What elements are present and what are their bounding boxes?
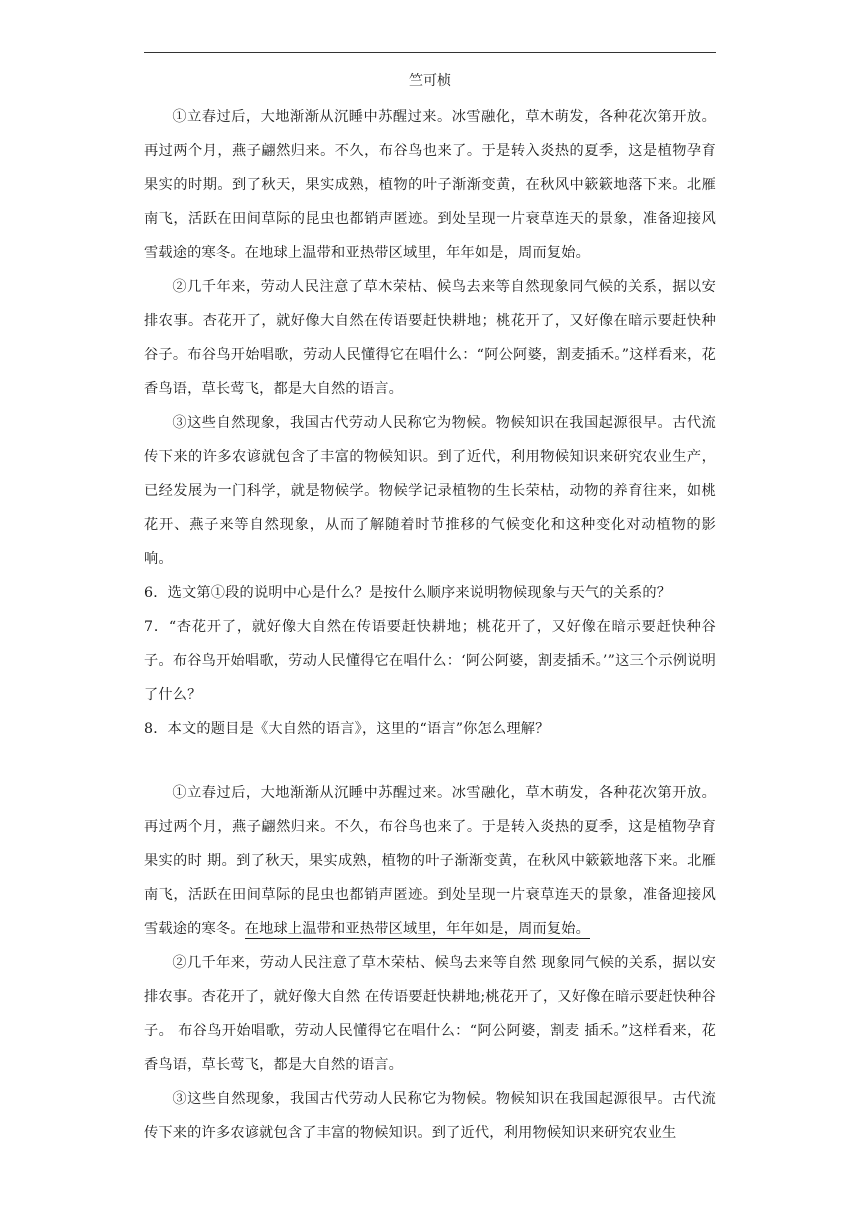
question-8: 8．本文的题目是《大自然的语言》，这里的“语言”你怎么理解？ [144,721,550,737]
header-rule [144,52,716,53]
repeat-paragraph-1-text: ①立春过后，大地渐渐从沉睡中苏醒过来。冰雪融化，草木萌发，各种花次第开放。再过两个月，燕子翩然归来。不久，布谷鸟也来了。于是转入炎热的夏季，这是植物孕育果实的时 期。到了秋天，果实成熟，植物的叶子渐渐变黄，在秋风中簌簌地落下来。北雁南飞，活跃在田间草际的昆虫也都销声匿迹。到处呈现一片衰草连天的景象，准备迎接风雪载途的寒冬。 [144,785,716,937]
question-6: 6．选文第①段的说明中心是什么？是按什么顺序来说明物候现象与天气的关系的？ [144,585,672,601]
passage-paragraph-2: ②几千年来，劳动人民注意了草木荣枯、候鸟去来等自然现象同气候的关系，据以安排农事。杏花开了，就好像大自然在传语要赶快耕地；桃花开了，又好像在暗示要赶快种谷子。布谷鸟开始唱歌，劳动人民懂得它在唱什么：“阿公阿婆，割麦插禾。”这样看来，花香鸟语，草长莺飞，都是大自然的语言。 [144,279,716,397]
author-name: 竺可桢 [409,73,451,89]
passage-paragraph-3: ③这些自然现象，我国古代劳动人民称它为物候。物候知识在我国起源很早。古代流传下来的许多农谚就包含了丰富的物候知识。到了近代，利用物候知识来研究农业生产，已经发展为一门科学，就是物候学。物候学记录植物的生长荣枯，动物的养育往来，如桃花开、燕子来等自然现象，从而了解随着时节推移的气候变化和这种变化对动植物的影响。 [144,415,716,567]
repeated-passage [144,776,716,1150]
passage-paragraph-1: ①立春过后，大地渐渐从沉睡中苏醒过来。冰雪融化，草木萌发，各种花次第开放。再过两个月，燕子翩然归来。不久，布谷鸟也来了。于是转入炎热的夏季，这是植物孕育果实的时期。到了秋天，果实成熟，植物的叶子渐渐变黄，在秋风中簌簌地落下来。北雁南飞，活跃在田间草际的昆虫也都销声匿迹。到处呈现一片衰草连天的景象，准备迎接风雪载途的寒冬。在地球上温带和亚热带区域里，年年如是，周而复始。 [144,109,716,261]
reading-passage [144,100,716,746]
repeat-paragraph-1 [144,776,716,946]
underlined-sentence: 在地球上温带和亚热带区域里，年年如是，周而复始。 [244,921,591,937]
question-7: 7．“杏花开了，就好像大自然在传语要赶快耕地；桃花开了，又好像在暗示要赶快种谷子。布谷鸟开始唱歌，劳动人民懂得它在唱什么：‘阿公阿婆，割麦插禾。’”这三个示例说明了什么？ [144,619,716,703]
repeat-paragraph-2: ②几千年来，劳动人民注意了草木荣枯、候鸟去来等自然 现象同气候的关系，据以安排农事。杏花开了，就好像大自然 在传语要赶快耕地;桃花开了，又好像在暗示要赶快种谷子。 布谷鸟开始唱歌，劳动人民懂得它在唱什么：“阿公阿婆，割麦 插禾。”这样看来，花香鸟语，草长莺飞，都是大自然的语言。 [144,955,716,1073]
repeat-paragraph-3: ③这些自然现象，我国古代劳动人民称它为物候。物候知识在我国起源很早。古代流传下来的许多农谚就包含了丰富的物候知识。到了近代，利用物候知识来研究农业生 [144,1091,716,1141]
